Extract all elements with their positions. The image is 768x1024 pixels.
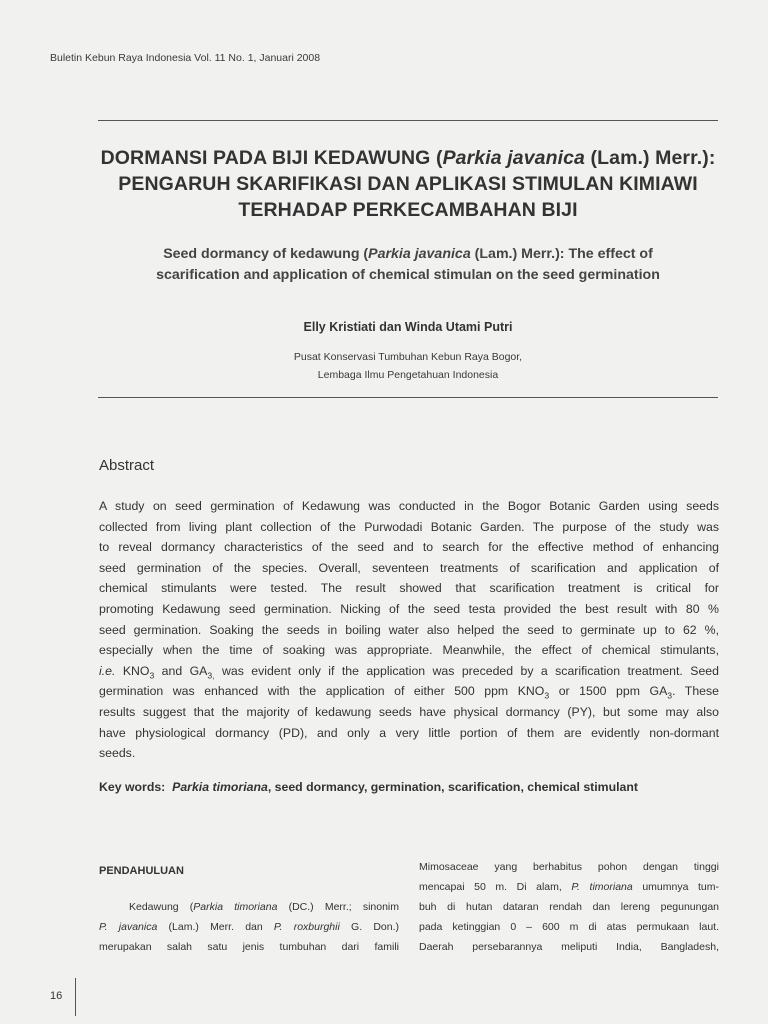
abstract-text: and GA bbox=[154, 663, 208, 678]
subscript: 3 bbox=[149, 670, 155, 681]
section-heading-pendahuluan: PENDAHULUAN bbox=[99, 865, 184, 877]
abstract-line: to reveal dormancy characteristics of the seed and to search for the effective method of enhancing bbox=[99, 540, 719, 555]
abstract-line: A study on seed germination of Kedawung was conducted in the Bogor Botanic Garden using seeds bbox=[99, 499, 719, 513]
intro-text: Kedawung ( bbox=[129, 901, 194, 913]
right-line: buh di hutan dataran rendah dan lereng pegunungan bbox=[419, 901, 719, 913]
english-title-text: (Lam.) Merr.): The effect of bbox=[470, 246, 653, 262]
abstract-line bbox=[99, 681, 719, 702]
english-title-line-2: scarification and application of chemical stimulan on the seed germination bbox=[156, 267, 660, 283]
abstract-text: KNO bbox=[115, 663, 150, 678]
subscript: 3, bbox=[207, 670, 215, 681]
intro-italic: Parkia timoriana bbox=[193, 901, 278, 913]
title-species-italic: Parkia javanica bbox=[442, 147, 585, 169]
title-line-2: PENGARUH SKARIFIKASI DAN APLIKASI STIMULAN KIMIAWI bbox=[118, 173, 698, 195]
intro-line: merupakan salah satu jenis tumbuhan dari famili bbox=[99, 941, 399, 953]
intro-line bbox=[99, 897, 399, 917]
bottom-divider bbox=[98, 397, 718, 398]
title-line-3: TERHADAP PERKECAMBAHAN BIJI bbox=[238, 199, 578, 221]
subscript: 3 bbox=[667, 690, 673, 701]
right-column-paragraph bbox=[419, 857, 719, 957]
authors: Elly Kristiati dan Winda Utami Putri bbox=[303, 320, 513, 334]
title-text: (Lam.) Merr.): bbox=[585, 147, 716, 169]
abstract-line bbox=[99, 661, 719, 682]
english-title-species-italic: Parkia javanica bbox=[368, 246, 471, 262]
keywords-species: Parkia timoriana bbox=[172, 780, 268, 794]
intro-text: G. Don.) bbox=[339, 921, 399, 933]
left-column bbox=[99, 865, 399, 957]
abstract-line: results suggest that the majority of kedawung seeds have physical dormancy (PY), but some may also bbox=[99, 704, 719, 719]
intro-italic: P. roxburghii bbox=[273, 921, 340, 933]
keywords-label: Key words: bbox=[99, 780, 166, 794]
abstract-body bbox=[99, 496, 719, 764]
abstract-heading: Abstract bbox=[99, 457, 155, 474]
intro-italic: P. javanica bbox=[99, 921, 158, 933]
intro-text: (DC.) Merr.; sinonim bbox=[277, 901, 400, 913]
affiliation-line-2: Lembaga Ilmu Pengetahuan Indonesia bbox=[317, 369, 499, 381]
abstract-text: . These bbox=[672, 684, 719, 699]
title-line-1 bbox=[80, 145, 736, 171]
right-italic: P. timoriana bbox=[571, 881, 633, 893]
abstract-line: seed germination of the species. Overall, seventeen treatments of scarification and application of bbox=[99, 560, 719, 575]
english-title-line-1 bbox=[90, 244, 726, 265]
intro-paragraph bbox=[99, 897, 399, 957]
title-text: DORMANSI PADA BIJI KEDAWUNG ( bbox=[100, 147, 443, 169]
english-title bbox=[90, 244, 726, 286]
abstract-text: or 1500 ppm GA bbox=[549, 684, 668, 699]
abstract-line: collected from living plant collection of the Purwodadi Botanic Garden. The purpose of the study was bbox=[99, 519, 719, 534]
abstract-line: chemical stimulants were tested. The result showed that scarification treatment is critical for bbox=[99, 581, 719, 596]
abstract-line: seeds. bbox=[99, 746, 136, 761]
affiliation bbox=[98, 348, 718, 384]
abstract-line: seed germination. Soaking the seeds in boiling water also helped the seed to germinate up to 62 %, bbox=[99, 622, 719, 637]
page-number-rule bbox=[75, 978, 76, 1016]
abstract-text: germination was enhanced with the application of either 500 ppm KNO bbox=[99, 684, 545, 699]
abstract-italic: i.e. bbox=[99, 663, 116, 678]
abstract-line: especially when the time of soaking was appropriate. Meanwhile, the effect of chemical stimulants, bbox=[99, 643, 719, 658]
right-line: Mimosaceae yang berhabitus pohon dengan tinggi bbox=[419, 861, 719, 873]
intro-text: (Lam.) Merr. dan bbox=[157, 921, 274, 933]
abstract-line: promoting Kedawung seed germination. Nicking of the seed testa provided the best result with 80 % bbox=[99, 601, 719, 616]
page-number: 16 bbox=[50, 990, 63, 1002]
keywords-list: , seed dormancy, germination, scarification, chemical stimulant bbox=[267, 780, 638, 794]
right-line: pada ketinggian 0 – 600 m di atas permukaan laut. bbox=[419, 921, 719, 933]
article-title bbox=[80, 145, 736, 223]
right-column bbox=[419, 857, 719, 957]
subscript: 3 bbox=[544, 690, 550, 701]
right-text: mencapai 50 m. Di alam, bbox=[419, 881, 572, 893]
abstract-text: was evident only if the application was preceded by a scarification treatment. Seed bbox=[214, 663, 719, 678]
english-title-text: Seed dormancy of kedawung ( bbox=[163, 246, 369, 262]
running-header: Buletin Kebun Raya Indonesia Vol. 11 No. 1, Januari 2008 bbox=[50, 52, 321, 64]
keywords bbox=[99, 780, 719, 794]
affiliation-line-1: Pusat Konservasi Tumbuhan Kebun Raya Bogor, bbox=[293, 351, 523, 363]
abstract-line: have physiological dormancy (PD), and only a very little portion of them are evidently non-dormant bbox=[99, 725, 719, 740]
right-line: Daerah persebarannya meliputi India, Bangladesh, bbox=[419, 941, 719, 953]
top-divider bbox=[98, 120, 718, 121]
right-text: umumnya tum- bbox=[632, 881, 720, 893]
intro-line bbox=[99, 917, 399, 937]
right-line bbox=[419, 877, 719, 897]
